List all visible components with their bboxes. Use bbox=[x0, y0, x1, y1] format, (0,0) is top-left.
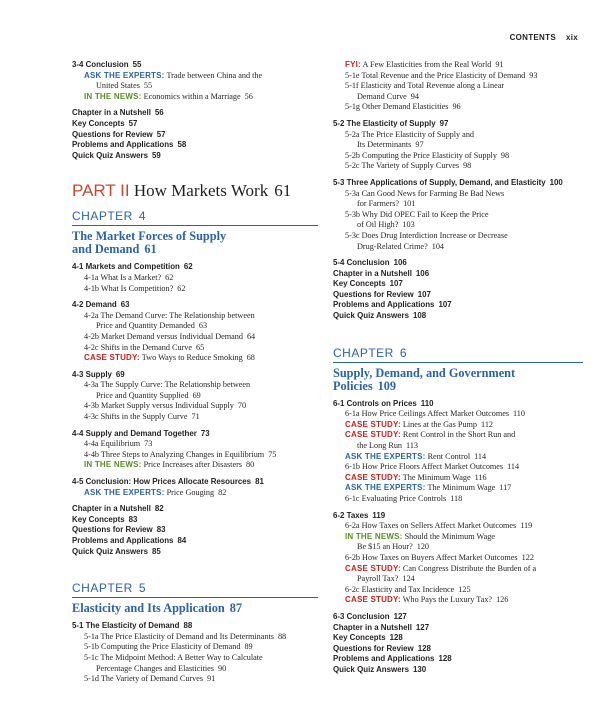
toc-entry bbox=[333, 119, 583, 130]
toc-entry-page: 110 bbox=[420, 398, 434, 408]
feature-tag: CASE STUDY: bbox=[345, 595, 401, 605]
toc-entry-page: 113 bbox=[406, 441, 419, 451]
feature-tag: CASE STUDY: bbox=[345, 419, 401, 429]
toc-entry-text: Price Gouging bbox=[166, 487, 215, 497]
toc-entry bbox=[72, 439, 318, 450]
toc-entry-text: Problems and Applications bbox=[72, 140, 174, 150]
part-title: How Markets Work bbox=[133, 181, 269, 201]
toc-entry-page: 63 bbox=[120, 300, 130, 310]
toc-entry bbox=[333, 81, 583, 92]
toc-entry-page: 101 bbox=[403, 199, 416, 209]
toc-entry-text: 5-2a The Price Elasticity of Supply and bbox=[345, 129, 475, 139]
running-header bbox=[510, 33, 578, 42]
toc-entry-page: 116 bbox=[474, 472, 487, 482]
toc-entry-text: 6-2 Taxes bbox=[333, 510, 369, 520]
chapter-6-title: Supply, Demand, and Government Policies 109 bbox=[333, 365, 516, 393]
toc-entry-page: 59 bbox=[152, 150, 161, 160]
toc-entry-page: 119 bbox=[372, 510, 386, 520]
page-number: xix bbox=[565, 33, 578, 42]
toc-entry bbox=[72, 642, 318, 653]
toc-entry bbox=[333, 300, 583, 311]
feature-tag: IN THE NEWS: bbox=[345, 531, 403, 541]
chapter-5-title: Elasticity and Its Application 87 bbox=[72, 601, 243, 616]
toc-entry-text: Rent Control in the Short Run and bbox=[402, 430, 516, 440]
toc-entry bbox=[333, 210, 583, 221]
toc-entry bbox=[72, 632, 318, 643]
toc-entry bbox=[72, 300, 318, 311]
toc-entry-text: 6-1c Evaluating Price Controls bbox=[345, 494, 447, 503]
toc-entry-page: 117 bbox=[499, 483, 512, 493]
toc-entry bbox=[333, 102, 583, 113]
toc-entry-page: 96 bbox=[452, 102, 461, 112]
toc-entry-text: Who Pays the Luxury Tax? bbox=[402, 595, 493, 605]
toc-entry-page: 114 bbox=[474, 451, 487, 461]
toc-entry bbox=[72, 504, 318, 515]
toc-entry bbox=[333, 553, 583, 564]
toc-entry-page: 89 bbox=[244, 642, 253, 652]
toc-entry bbox=[333, 612, 583, 623]
toc-entry-text: 6-1a How Price Ceilings Affect Market Outcomes bbox=[345, 409, 510, 419]
toc-entry-text: Can Congress Distribute the Burden of a bbox=[402, 563, 537, 573]
toc-entry bbox=[333, 409, 583, 420]
toc-entry bbox=[333, 462, 583, 473]
toc-entry-page: 130 bbox=[413, 664, 427, 674]
toc-entry bbox=[333, 269, 583, 280]
toc-entry-text: 5-1b Computing the Price Elasticity of Demand bbox=[84, 642, 241, 652]
toc-entry-text: 6-2a How Taxes on Sellers Affect Market Outcomes bbox=[345, 521, 517, 531]
feature-tag: IN THE NEWS: bbox=[84, 91, 142, 101]
toc-entry bbox=[333, 220, 583, 231]
toc-entry bbox=[333, 140, 583, 151]
toc-entry bbox=[72, 140, 318, 151]
toc-entry-text: Questions for Review bbox=[333, 289, 414, 299]
feature-tag: CASE STUDY: bbox=[345, 563, 401, 573]
toc-entry bbox=[333, 452, 583, 463]
toc-entry-page: 106 bbox=[393, 258, 407, 268]
toc-entry-text: The Minimum Wage bbox=[427, 483, 496, 493]
toc-entry-text: the Long Run bbox=[357, 441, 403, 451]
toc-entry-text: Problems and Applications bbox=[333, 654, 435, 664]
toc-entry-page: 120 bbox=[416, 542, 429, 552]
toc-entry bbox=[72, 536, 318, 547]
chapter-6-rule bbox=[333, 362, 583, 363]
toc-entry-page: 93 bbox=[529, 70, 538, 80]
toc-entry bbox=[333, 311, 583, 322]
toc-entry bbox=[72, 488, 318, 499]
toc-entry-page: 69 bbox=[192, 390, 201, 400]
left-column bbox=[72, 60, 318, 685]
toc-entry-page: 82 bbox=[154, 504, 164, 514]
toc-entry bbox=[333, 494, 583, 505]
toc-entry-text: 5-1c The Midpoint Method: A Better Way to Calculate bbox=[84, 652, 263, 662]
feature-tag: ASK THE EXPERTS: bbox=[84, 70, 165, 80]
toc-entry-page: 70 bbox=[237, 401, 247, 411]
toc-entry-text: 5-3c Does Drug Interdiction Increase or Decrease bbox=[345, 230, 508, 240]
toc-entry-text: 6-3 Conclusion bbox=[333, 611, 390, 621]
feature-tag: ASK THE EXPERTS: bbox=[84, 487, 165, 497]
toc-entry-page: 55 bbox=[132, 60, 142, 69]
chapter-4-label: CHAPTER 4 bbox=[72, 209, 147, 224]
feature-tag: ASK THE EXPERTS: bbox=[345, 451, 426, 461]
toc-entry-text: Trade between China and the bbox=[166, 70, 263, 80]
toc-entry-page: 103 bbox=[402, 220, 415, 230]
toc-entry bbox=[72, 273, 318, 284]
chapter-4-rule bbox=[72, 225, 318, 226]
toc-entry-page: 68 bbox=[246, 353, 255, 363]
toc-entry bbox=[72, 477, 318, 488]
toc-entry bbox=[333, 441, 583, 452]
toc-entry-text: 4-1a What Is a Market? bbox=[84, 272, 162, 282]
toc-entry bbox=[333, 71, 583, 82]
toc-entry bbox=[72, 130, 318, 141]
toc-entry-text: Key Concepts bbox=[72, 514, 125, 524]
toc-entry bbox=[72, 515, 318, 526]
toc-entry bbox=[333, 511, 583, 522]
toc-entry-text: 5-1 The Elasticity of Demand bbox=[72, 621, 180, 631]
toc-entry-text: The Minimum Wage bbox=[402, 472, 471, 482]
toc-entry-page: 71 bbox=[191, 412, 200, 422]
toc-entry-text: Quick Quiz Answers bbox=[333, 311, 410, 321]
feature-tag: ASK THE EXPERTS: bbox=[345, 483, 426, 493]
chapter-5-continued bbox=[333, 60, 583, 322]
toc-entry-text: 5-2 The Elasticity of Supply bbox=[333, 118, 436, 128]
toc-entry bbox=[333, 633, 583, 644]
toc-entry bbox=[333, 430, 583, 441]
toc-entry-page: 114 bbox=[507, 462, 520, 472]
toc-entry bbox=[333, 399, 583, 410]
toc-entry bbox=[72, 119, 318, 130]
toc-entry-text: 4-3b Market Supply versus Individual Supply bbox=[84, 401, 234, 411]
chapter-5-label: CHAPTER 5 bbox=[72, 581, 147, 596]
toc-entry bbox=[333, 231, 583, 242]
toc-entry-page: 98 bbox=[500, 150, 510, 160]
toc-entry-page: 80 bbox=[246, 460, 255, 470]
toc-entry-text: 6-2b How Taxes on Buyers Affect Market Outcomes bbox=[345, 552, 518, 562]
toc-entry bbox=[333, 290, 583, 301]
toc-entry-text: Questions for Review bbox=[333, 643, 414, 653]
toc-entry-text: 4-3a The Supply Curve: The Relationship between bbox=[84, 380, 251, 390]
toc-entry bbox=[333, 532, 583, 543]
toc-entry-text: Key Concepts bbox=[333, 279, 386, 289]
toc-entry bbox=[333, 161, 583, 172]
part-heading bbox=[72, 181, 318, 201]
toc-entry bbox=[72, 332, 318, 343]
toc-entry bbox=[333, 542, 583, 553]
toc-entry bbox=[333, 258, 583, 269]
toc-entry-text: Chapter in a Nutshell bbox=[333, 622, 412, 632]
feature-tag: IN THE NEWS: bbox=[84, 460, 142, 470]
toc-entry-text: 4-3 Supply bbox=[72, 369, 112, 379]
toc-entry bbox=[72, 380, 318, 391]
toc-entry bbox=[72, 412, 318, 423]
toc-entry-page: 110 bbox=[513, 409, 525, 419]
toc-entry-text: Economics within a Marriage bbox=[143, 91, 241, 101]
toc-entry bbox=[333, 623, 583, 634]
toc-entry bbox=[333, 178, 583, 189]
toc-entry bbox=[72, 674, 318, 685]
toc-entry-text: Quick Quiz Answers bbox=[72, 150, 149, 160]
toc-entry-page: 73 bbox=[200, 428, 210, 438]
toc-entry-text: 5-1a The Price Elasticity of Demand and Its Determinants bbox=[84, 631, 274, 641]
chapter-5-rule bbox=[72, 597, 318, 598]
toc-entry bbox=[72, 81, 318, 92]
toc-entry-text: Price and Quantity Supplied bbox=[96, 390, 189, 400]
toc-entry bbox=[333, 665, 583, 676]
toc-entry-text: Lines at the Gas Pump bbox=[402, 419, 478, 429]
toc-entry-text: A Few Elasticities from the Real World bbox=[362, 60, 492, 69]
toc-entry bbox=[72, 450, 318, 461]
toc-entry-text: 5-3 Three Applications of Supply, Demand, and Elasticity bbox=[333, 177, 546, 187]
toc-entry bbox=[333, 654, 583, 665]
toc-entry-page: 128 bbox=[389, 633, 403, 643]
toc-entry-page: 127 bbox=[415, 622, 430, 632]
feature-tag: CASE STUDY: bbox=[84, 353, 140, 363]
toc-entry-page: 85 bbox=[152, 546, 161, 556]
feature-tag: FYI: bbox=[345, 60, 361, 69]
feature-tag: CASE STUDY: bbox=[345, 430, 401, 440]
toc-entry-page: 62 bbox=[183, 262, 193, 272]
toc-entry bbox=[333, 473, 583, 484]
toc-entry bbox=[333, 279, 583, 290]
toc-entry-text: 4-2a The Demand Curve: The Relationship between bbox=[84, 310, 255, 320]
toc-entry bbox=[72, 664, 318, 675]
toc-entry bbox=[333, 644, 583, 655]
toc-entry bbox=[72, 92, 318, 103]
toc-entry-text: 6-1 Controls on Prices bbox=[333, 398, 417, 408]
toc-entry-page: 107 bbox=[417, 289, 431, 299]
toc-entry-text: Two Ways to Reduce Smoking bbox=[141, 353, 243, 363]
toc-entry-text: 3-4 Conclusion bbox=[72, 60, 129, 69]
toc-entry-text: 5-4 Conclusion bbox=[333, 258, 390, 268]
toc-entry-text: Quick Quiz Answers bbox=[72, 546, 149, 556]
toc-entry-page: 128 bbox=[438, 654, 452, 664]
toc-entry bbox=[72, 653, 318, 664]
toc-entry bbox=[72, 262, 318, 273]
toc-entry bbox=[333, 574, 583, 585]
toc-entry-page: 97 bbox=[439, 118, 449, 128]
toc-entry bbox=[72, 621, 318, 632]
toc-entry-text: for Farmers? bbox=[357, 199, 400, 209]
toc-entry-text: Demand Curve bbox=[357, 91, 407, 101]
toc-entry-page: 97 bbox=[415, 140, 424, 150]
toc-entry-page: 84 bbox=[177, 536, 187, 545]
toc-entry-page: 56 bbox=[244, 91, 253, 101]
toc-entry-page: 88 bbox=[183, 621, 193, 631]
toc-entry-page: 107 bbox=[389, 279, 403, 289]
toc-entry-text: Price Increases after Disasters bbox=[143, 460, 242, 470]
toc-entry-text: 4-2 Demand bbox=[72, 300, 117, 310]
toc-entry-page: 55 bbox=[143, 81, 153, 91]
toc-entry-text: United States bbox=[96, 81, 140, 91]
toc-entry-text: Problems and Applications bbox=[72, 536, 174, 545]
toc-entry bbox=[333, 92, 583, 103]
chapter-6-label: CHAPTER 6 bbox=[333, 345, 408, 360]
toc-entry bbox=[333, 199, 583, 210]
running-header-title: CONTENTS bbox=[509, 33, 556, 42]
toc-entry-page: 91 bbox=[495, 60, 504, 69]
toc-entry-text: Payroll Tax? bbox=[357, 574, 399, 584]
toc-entry-page: 58 bbox=[177, 140, 187, 150]
toc-entry bbox=[72, 370, 318, 381]
toc-entry-page: 73 bbox=[144, 439, 153, 449]
toc-entry bbox=[333, 130, 583, 141]
toc-entry-text: Questions for Review bbox=[72, 525, 153, 535]
toc-entry-page: 57 bbox=[128, 118, 138, 128]
toc-entry-text: Key Concepts bbox=[333, 633, 386, 643]
chapter-3-tail bbox=[72, 60, 318, 161]
toc-entry-text: 5-1e Total Revenue and the Price Elasticity of Demand bbox=[345, 70, 526, 80]
toc-entry-text: 4-4b Three Steps to Analyzing Changes in Equilibrium bbox=[84, 449, 265, 459]
toc-entry-page: 122 bbox=[521, 552, 534, 562]
toc-entry-text: 4-1b What Is Competition? bbox=[84, 283, 174, 293]
toc-entry-page: 127 bbox=[393, 611, 407, 621]
toc-entry bbox=[333, 242, 583, 253]
toc-entry-page: 64 bbox=[246, 331, 256, 341]
chapter-5-entries bbox=[72, 621, 318, 685]
toc-entry-page: 100 bbox=[549, 177, 563, 187]
toc-entry-page: 108 bbox=[413, 311, 427, 321]
toc-entry bbox=[72, 401, 318, 412]
toc-entry-text: Percentage Changes and Elasticities bbox=[96, 663, 214, 673]
toc-entry bbox=[333, 60, 583, 71]
toc-entry-page: 90 bbox=[218, 663, 227, 673]
toc-entry-text: Questions for Review bbox=[72, 129, 153, 139]
toc-entry-text: Chapter in a Nutshell bbox=[72, 504, 151, 514]
toc-entry-text: 4-3c Shifts in the Supply Curve bbox=[84, 412, 188, 422]
toc-entry-text: 5-2b Computing the Price Elasticity of Supply bbox=[345, 150, 497, 160]
toc-entry-page: 107 bbox=[438, 300, 452, 310]
toc-entry bbox=[333, 483, 583, 494]
toc-entry-text: Its Determinants bbox=[357, 140, 412, 150]
toc-entry bbox=[333, 420, 583, 431]
toc-entry-text: Should the Minimum Wage bbox=[404, 531, 495, 541]
toc-entry bbox=[72, 151, 318, 162]
toc-entry-page: 118 bbox=[450, 494, 463, 503]
toc-entry bbox=[72, 429, 318, 440]
chapter-6-entries bbox=[333, 399, 583, 676]
toc-entry-page: 106 bbox=[415, 268, 430, 278]
toc-entry-text: 5-1f Elasticity and Total Revenue along a Linear bbox=[345, 81, 505, 91]
toc-entry-page: 62 bbox=[177, 283, 186, 293]
toc-entry bbox=[333, 189, 583, 200]
toc-entry-text: 6-2c Elasticity and Tax Incidence bbox=[345, 584, 455, 594]
toc-entry-text: Chapter in a Nutshell bbox=[333, 268, 412, 278]
toc-entry-text: of Oil High? bbox=[357, 220, 399, 230]
toc-entry-page: 88 bbox=[277, 631, 287, 641]
feature-tag: CASE STUDY: bbox=[345, 472, 401, 482]
toc-entry bbox=[72, 460, 318, 471]
toc-entry-text: Chapter in a Nutshell bbox=[72, 108, 151, 118]
toc-entry-page: 83 bbox=[128, 514, 138, 524]
toc-entry-page: 83 bbox=[156, 525, 166, 535]
toc-entry-page: 56 bbox=[154, 108, 164, 118]
toc-entry-text: 6-1b How Price Floors Affect Market Outcomes bbox=[345, 462, 504, 472]
toc-entry-text: 4-2c Shifts in the Demand Curve bbox=[84, 342, 193, 352]
toc-entry-text: 5-1g Other Demand Elasticities bbox=[345, 102, 449, 112]
toc-entry-text: 4-4a Equilibrium bbox=[84, 439, 141, 449]
toc-entry bbox=[72, 353, 318, 364]
toc-entry bbox=[72, 311, 318, 322]
toc-entry-page: 119 bbox=[520, 521, 533, 531]
toc-entry-page: 65 bbox=[196, 342, 205, 352]
toc-entry bbox=[72, 71, 318, 82]
toc-entry-page: 57 bbox=[156, 129, 166, 139]
toc-entry bbox=[72, 391, 318, 402]
toc-entry-page: 62 bbox=[165, 272, 174, 282]
toc-entry bbox=[333, 585, 583, 596]
toc-entry-page: 63 bbox=[198, 321, 208, 331]
toc-entry-text: 4-1 Markets and Competition bbox=[72, 262, 180, 272]
toc-entry bbox=[72, 343, 318, 354]
toc-entry bbox=[72, 525, 318, 536]
toc-entry-text: 4-2b Market Demand versus Individual Demand bbox=[84, 331, 243, 341]
toc-entry-text: 5-3b Why Did OPEC Fail to Keep the Price bbox=[345, 209, 489, 219]
toc-entry-page: 94 bbox=[410, 91, 419, 101]
toc-entry-page: 81 bbox=[255, 477, 264, 487]
toc-entry-page: 124 bbox=[402, 574, 415, 584]
chapter-4-title: The Market Forces of Supply and Demand 61 bbox=[72, 229, 227, 257]
toc-entry-page: 104 bbox=[431, 241, 444, 251]
toc-entry bbox=[72, 321, 318, 332]
toc-entry-text: Be $15 an Hour? bbox=[357, 542, 413, 552]
toc-entry bbox=[333, 595, 583, 606]
toc-entry bbox=[333, 564, 583, 575]
toc-entry-page: 98 bbox=[463, 161, 472, 171]
toc-entry-text: Key Concepts bbox=[72, 118, 125, 128]
toc-entry-page: 82 bbox=[218, 487, 227, 497]
toc-entry bbox=[72, 60, 318, 71]
right-column bbox=[333, 60, 583, 676]
toc-entry-text: 4-4 Supply and Demand Together bbox=[72, 428, 197, 438]
toc-entry-text: 5-1d The Variety of Demand Curves bbox=[84, 674, 204, 684]
toc-entry-page: 125 bbox=[458, 584, 471, 594]
toc-entry-page: 91 bbox=[207, 674, 216, 684]
toc-entry-page: 112 bbox=[481, 419, 494, 429]
toc-entry-text: 4-5 Conclusion: How Prices Allocate Resources bbox=[72, 477, 252, 487]
toc-entry-text: Price and Quantity Demanded bbox=[96, 321, 195, 331]
toc-entry-page: 69 bbox=[115, 369, 125, 379]
toc-entry-page: 128 bbox=[417, 643, 431, 653]
toc-entry bbox=[72, 108, 318, 119]
chapter-4-entries bbox=[72, 262, 318, 557]
toc-entry-text: 5-2c The Variety of Supply Curves bbox=[345, 161, 460, 171]
toc-entry-text: 5-3a Can Good News for Farming Be Bad News bbox=[345, 188, 505, 198]
toc-entry-text: Drug-Related Crime? bbox=[357, 241, 428, 251]
part-label: PART II bbox=[72, 181, 130, 201]
toc-entry-page: 126 bbox=[496, 595, 509, 605]
toc-entry bbox=[72, 547, 318, 558]
toc-entry-text: Problems and Applications bbox=[333, 300, 435, 310]
toc-entry bbox=[333, 151, 583, 162]
toc-entry bbox=[72, 284, 318, 295]
part-page: 61 bbox=[274, 181, 292, 201]
toc-entry-text: Quick Quiz Answers bbox=[333, 664, 410, 674]
toc-entry bbox=[333, 521, 583, 532]
toc-entry-page: 75 bbox=[268, 449, 277, 459]
toc-entry-text: Rent Control bbox=[427, 451, 471, 461]
